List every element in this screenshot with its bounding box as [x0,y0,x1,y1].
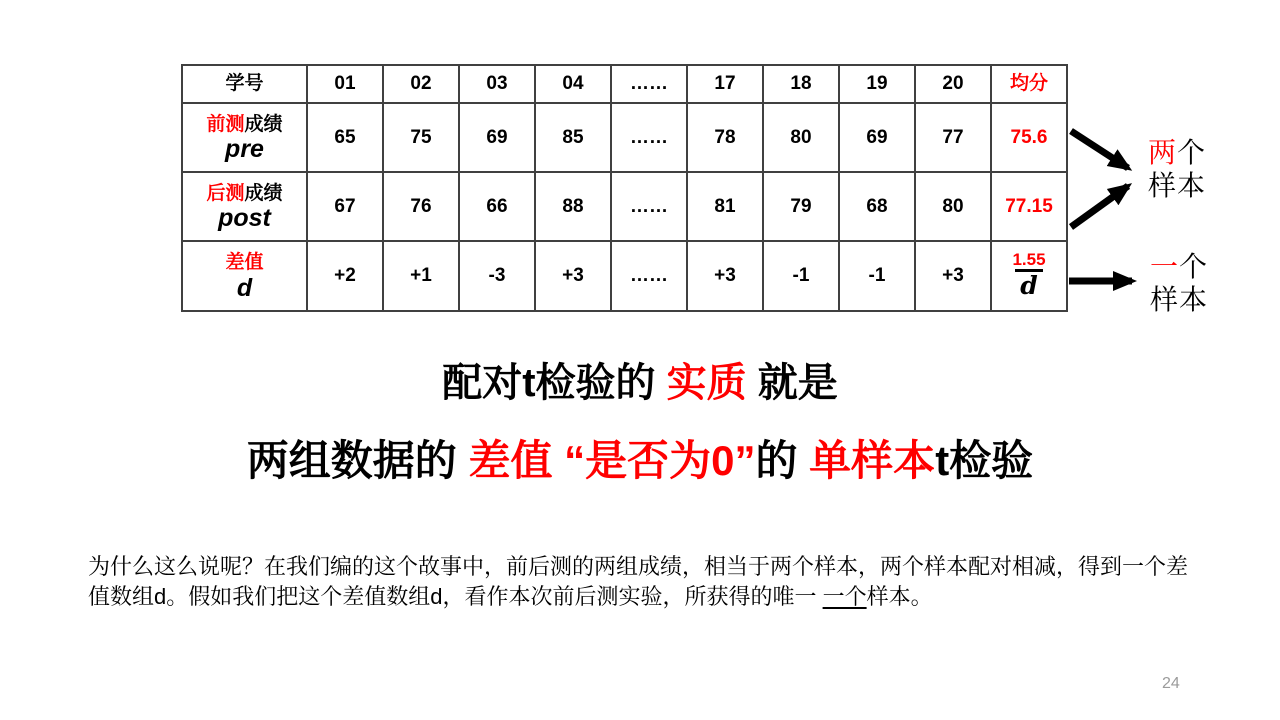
title2-black-1: 两组数据的 [246,437,469,484]
title2-red-2: 单样本 [809,437,936,484]
score-cell: 67 [307,172,383,241]
title2-black-2: 的 [755,437,810,484]
arrow-pre-to-two-samples [1071,131,1128,168]
id-cell: 19 [839,65,915,103]
paragraph-line2-post: 样本。 [866,584,933,609]
id-cell: 04 [535,65,611,103]
title2-black-3: t检验 [935,437,1034,484]
paragraph-line1: 为什么这么说呢？在我们编的这个故事中，前后测的两组成绩，相当于两个样本，两个样本配对相减，得 [88,554,1101,579]
difference-row [182,241,1067,311]
two-samples-line1 [1148,136,1206,169]
title1-black-2: 就是 [746,361,838,405]
post-row [182,172,1067,241]
post-label-rest: 成绩 [244,182,283,204]
id-cell: 18 [763,65,839,103]
pre-row-label-text [183,113,306,137]
one-sample-note [1150,250,1208,316]
pre-avg-cell: 75.6 [991,103,1067,172]
diff-cell: -1 [763,241,839,311]
d-label-red: 差值 [225,252,264,273]
title-line-1 [0,351,1280,408]
paragraph-line2-pre: 到一个差值数组d。假如我们把这个差值数组d，看作本次前后测实验，所获得的唯一 [88,554,1189,609]
corner-cell: 学号 [182,65,307,103]
score-cell: 65 [307,103,383,172]
one-sample-line1 [1150,250,1208,283]
score-cell: 85 [535,103,611,172]
one-sample-red-char: 一 [1150,251,1180,282]
score-cell: 68 [839,172,915,241]
title1-red: 实质 [666,361,747,405]
two-samples-line2: 样本 [1148,170,1207,202]
title2-red-1: 差值 “是否为0” [468,437,756,484]
diff-cell: +1 [383,241,459,311]
d-mean-cell [991,241,1067,311]
score-cell: 66 [459,172,535,241]
d-sub-label: d [236,273,253,302]
one-sample-line2: 样本 [1150,284,1209,316]
post-row-label-text [183,182,306,206]
score-cell: 76 [383,172,459,241]
diff-cell: -1 [839,241,915,311]
post-sub-label: post [218,204,271,233]
id-cell: 20 [915,65,991,103]
id-cell: 17 [687,65,763,103]
diff-cell: +3 [535,241,611,311]
score-cell: 75 [383,103,459,172]
post-avg-cell: 77.15 [991,172,1067,241]
post-label-red: 后测 [206,182,245,204]
d-row-label [182,241,307,311]
id-cell: 03 [459,65,535,103]
score-cell: 69 [839,103,915,172]
score-cell: 80 [915,172,991,241]
d-bar-symbol: d [1015,269,1042,299]
post-row-label [182,172,307,241]
pre-label-red: 前测 [206,113,245,135]
id-cell: 01 [307,65,383,103]
two-samples-note [1148,136,1206,202]
score-cell: 69 [459,103,535,172]
score-cell: 78 [687,103,763,172]
diff-cell: +3 [687,241,763,311]
title1-black-1: 配对t检验的 [442,361,667,405]
d-mean-value: 1.55 [1012,249,1046,269]
ellipsis-cell: …… [611,241,687,311]
page-number: 24 [1162,675,1180,692]
paragraph-underlined: 一个 [822,584,867,609]
score-cell: 88 [535,172,611,241]
pre-label-rest: 成绩 [244,113,283,135]
pre-row-label [182,103,307,172]
avg-header-cell: 均分 [991,65,1067,103]
diff-cell: +3 [915,241,991,311]
table-header-row [182,65,1067,103]
id-cell: 02 [383,65,459,103]
two-samples-after: 个 [1177,137,1207,168]
two-samples-red-char: 两 [1148,137,1178,168]
ellipsis-cell: …… [611,65,687,103]
score-table [181,64,1068,312]
one-sample-after: 个 [1179,251,1209,282]
score-cell: 81 [687,172,763,241]
pre-sub-label: pre [225,135,264,164]
diff-cell: +2 [307,241,383,311]
explanation-paragraph [88,552,1208,612]
title-line-2 [0,428,1280,488]
score-cell: 79 [763,172,839,241]
arrow-post-to-two-samples [1071,186,1128,227]
score-cell: 77 [915,103,991,172]
ellipsis-cell: …… [611,172,687,241]
diff-cell: -3 [459,241,535,311]
ellipsis-cell: …… [611,103,687,172]
score-cell: 80 [763,103,839,172]
pre-row [182,103,1067,172]
